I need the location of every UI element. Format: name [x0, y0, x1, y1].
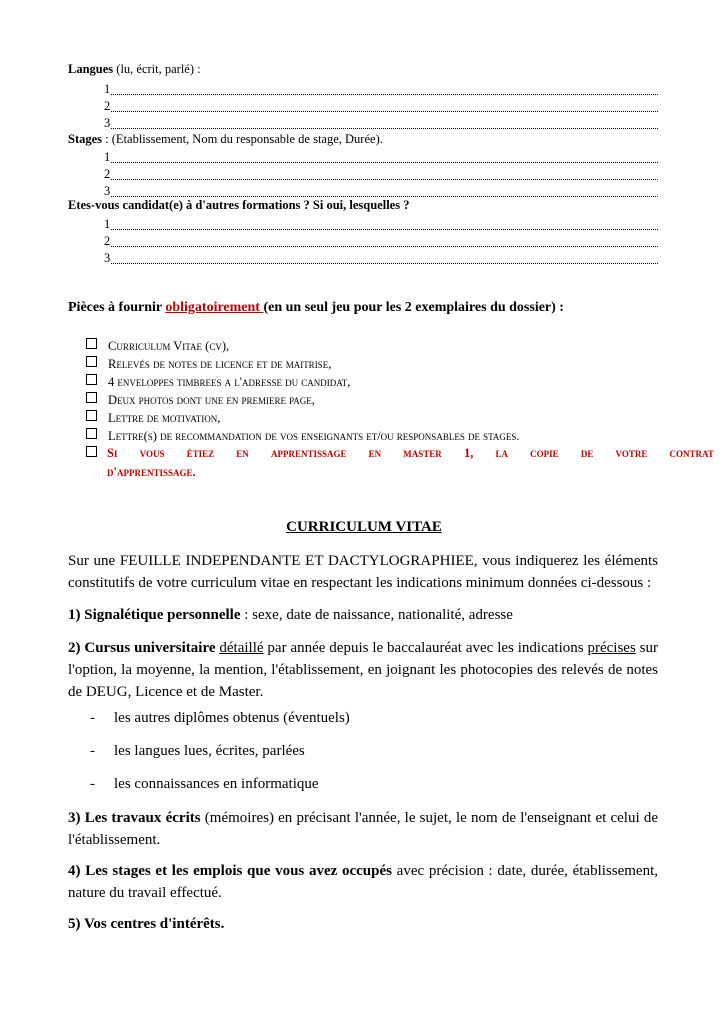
autres-formations-question: Etes-vous candidat(e) à d'autres formations ? Si oui, lesquelles ?: [68, 198, 410, 212]
dotted-line: [111, 251, 658, 264]
stages-heading: [68, 130, 383, 148]
autres-field-1[interactable]: [104, 215, 658, 233]
autres-field-3[interactable]: [104, 249, 658, 267]
underlined-word: détaillé: [219, 640, 264, 656]
cv-intro: Sur une FEUILLE INDEPENDANTE ET DACTYLOGRAPHIEE, vous indiquerez les éléments constitutifs de votre curriculum vitae en respectant les indications minimum données ci-dessous :: [68, 553, 658, 591]
apprentissage-word: en: [236, 446, 249, 460]
checkbox-icon[interactable]: [86, 356, 97, 367]
dotted-line: [111, 116, 658, 129]
line-number: 2: [104, 167, 111, 181]
apprentissage-word: de: [580, 446, 594, 460]
autres-field-2[interactable]: [104, 232, 658, 250]
dotted-line: [111, 234, 658, 247]
checkbox-icon[interactable]: [86, 338, 97, 349]
langues-hint: (lu, écrit, parlé) :: [113, 62, 201, 76]
apprentissage-word: 1,: [463, 446, 474, 460]
list-item-label: Deux photos dont une en premiere page,: [108, 393, 315, 407]
apprentissage-word: vous: [139, 446, 165, 460]
bullet-text: les connaissances en informatique: [114, 776, 319, 792]
langues-heading: [68, 60, 201, 78]
bullet-text: les autres diplômes obtenus (éventuels): [114, 710, 350, 726]
list-item: [86, 375, 350, 390]
line-number: 3: [104, 184, 111, 198]
line-number: 3: [104, 251, 111, 265]
apprentissage-word: master: [403, 446, 442, 460]
line-number: 1: [104, 217, 111, 231]
bullet-text: les langues lues, écrites, parlées: [114, 743, 305, 759]
dotted-line: [111, 99, 658, 112]
section-title: 3) Les travaux écrits: [68, 810, 201, 826]
apprentissage-word: étiez: [186, 446, 215, 460]
stages-field-1[interactable]: [104, 148, 658, 166]
checkbox-icon[interactable]: [86, 410, 97, 421]
section-text: (mémoires) en précisant l'année, le sujet, le nom de l'enseignant et celui de l'établissement.: [68, 810, 658, 848]
section-text: sur l'option, la moyenne, la mention, l'établissement, en joignant les photocopies des relevés de notes de DEUG, Licence et de Master.: [68, 640, 658, 700]
section-title: 2) Cursus universitaire: [68, 640, 216, 656]
dotted-line: [111, 82, 658, 95]
list-item-label: Curriculum Vitae (cv),: [108, 339, 230, 353]
apprentissage-word: apprentissage: [270, 446, 347, 460]
apprentissage-word: votre: [615, 446, 648, 460]
langues-field-2[interactable]: [104, 97, 658, 115]
list-item: [86, 429, 519, 444]
checkbox-icon[interactable]: [86, 374, 97, 385]
list-item-apprentissage: [86, 447, 108, 458]
checkbox-icon[interactable]: [86, 428, 97, 439]
section-title: 4) Les stages et les emplois que vous avez occupés: [68, 863, 392, 879]
list-item-label: Relevés de notes de licence et de maitrise,: [108, 357, 332, 371]
cv-bullet: - les langues lues, écrites, parlées: [90, 743, 305, 759]
cv-section-5: 5) Vos centres d'intérêts.: [68, 916, 225, 932]
line-number: 1: [104, 150, 111, 164]
stages-hint: : (Etablissement, Nom du responsable de stage, Durée).: [102, 132, 383, 146]
list-item-label: Lettre de motivation,: [108, 411, 221, 425]
pieces-title-start: Pièces à fournir: [68, 300, 166, 315]
line-number: 3: [104, 116, 111, 130]
pieces-title: [68, 300, 564, 316]
apprentissage-word: copie: [530, 446, 559, 460]
cv-section-2: [68, 637, 658, 703]
apprentissage-line-1: [107, 446, 714, 461]
apprentissage-word: Si: [107, 446, 118, 460]
section-text: avec précision : date, durée, établissement, nature du travail effectué.: [68, 863, 658, 901]
list-item-label: d'apprentissage.: [107, 465, 196, 479]
line-number: 2: [104, 99, 111, 113]
list-item-label: 4 enveloppes timbrees a l'adresse du candidat,: [108, 375, 351, 389]
underlined-word: précises: [587, 640, 636, 656]
dotted-line: [111, 167, 658, 180]
cv-section-3: [68, 807, 658, 851]
list-item: [86, 393, 315, 408]
stages-field-2[interactable]: [104, 165, 658, 183]
pieces-title-emphasis: obligatoirement: [165, 300, 264, 315]
checkbox-icon[interactable]: [86, 392, 97, 403]
stages-label: Stages: [68, 132, 103, 146]
cv-title: [0, 519, 728, 536]
cv-bullet: - les connaissances en informatique: [90, 776, 319, 792]
list-item: [86, 357, 331, 372]
list-item: [86, 339, 229, 354]
line-number: 1: [104, 82, 111, 96]
langues-field-1[interactable]: [104, 80, 658, 98]
line-number: 2: [104, 234, 111, 248]
dotted-line: [111, 150, 658, 163]
pieces-title-end: (en un seul jeu pour les 2 exemplaires du dossier) :: [263, 300, 564, 315]
apprentissage-word: en: [368, 446, 382, 460]
section-text: par année depuis le baccalauréat avec les indications: [263, 640, 588, 656]
list-item: [86, 411, 220, 426]
cv-section-4: [68, 860, 658, 904]
dotted-line: [111, 217, 658, 230]
langues-label: Langues: [68, 62, 114, 76]
cv-title-text: CURRICULUM VITAE: [286, 519, 442, 535]
list-item-label: Lettre(s) de recommandation de vos enseignants et/ou responsables de stages.: [108, 429, 520, 443]
apprentissage-line-2: [107, 465, 196, 480]
apprentissage-word: la: [495, 446, 509, 460]
section-text: : sexe, date de naissance, nationalité, adresse: [240, 607, 513, 623]
cv-bullet: - les autres diplômes obtenus (éventuels): [90, 710, 350, 726]
checkbox-icon[interactable]: [86, 446, 97, 457]
section-title: 1) Signalétique personnelle: [68, 607, 241, 623]
cv-section-1: [68, 604, 658, 626]
apprentissage-word: contrat: [669, 446, 714, 460]
